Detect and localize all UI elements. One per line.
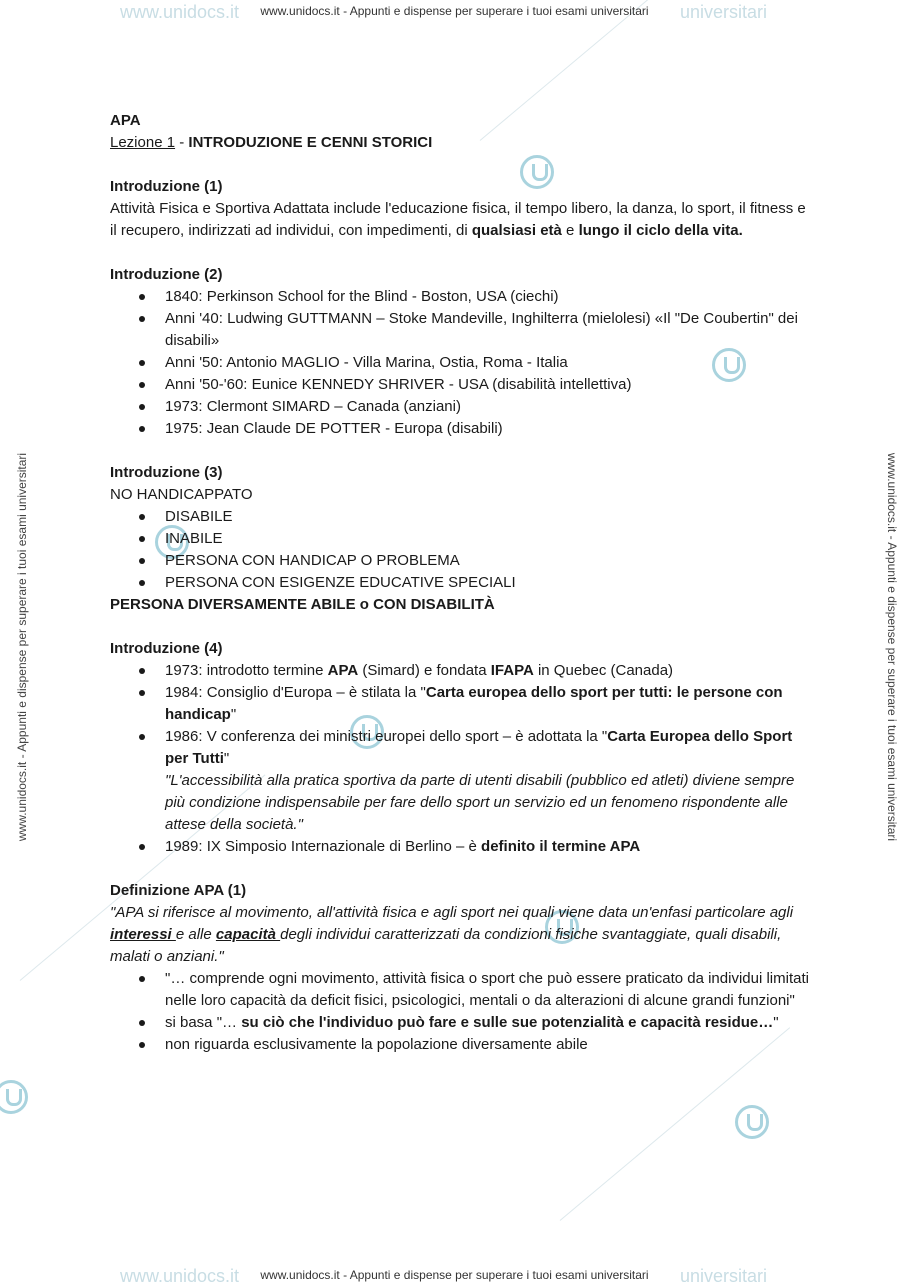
list-item: non riguarda esclusivamente la popolazione diversamente abile (110, 1034, 810, 1056)
list-item (110, 836, 810, 858)
watermark-left: www.unidocs.it - Appunti e dispense per superare i tuoi esami universitari (15, 452, 29, 842)
intro4-list (110, 660, 810, 858)
watermark-ghost-text: www.unidocs.it (120, 1266, 240, 1286)
item-text: 1984: Consiglio d'Europa – è stilata la " (165, 684, 426, 701)
watermark-right: www.unidocs.it - Appunti e dispense per superare i tuoi esami universitari (885, 452, 899, 842)
list-item: 1975: Jean Claude DE POTTER - Europa (disabili) (110, 418, 810, 440)
item-text: 1986: V conferenza dei ministri europei dello sport – è adottata la " (165, 728, 608, 745)
list-item (110, 682, 810, 726)
lesson-heading (110, 132, 810, 154)
list-item: Anni '50-'60: Eunice KENNEDY SHRIVER - USA (disabilità intellettiva) (110, 374, 810, 396)
unidocs-logo-icon (735, 1105, 769, 1139)
item-text: 1989: IX Simposio Internazionale di Berlino – è (165, 838, 482, 855)
item-text: (Simard) e fondata (358, 662, 491, 679)
section-heading-intro3: Introduzione (3) (110, 464, 223, 481)
list-item: PERSONA CON ESIGENZE EDUCATIVE SPECIALI (110, 572, 810, 594)
list-item: DISABILE (110, 506, 810, 528)
def1-quote (110, 902, 810, 968)
section-heading-def1: Definizione APA (1) (110, 882, 247, 899)
quote-emphasis: interessi (110, 926, 176, 943)
list-item (110, 1012, 810, 1034)
list-item (110, 660, 810, 682)
intro2-list (110, 286, 810, 440)
quote-text: e alle (175, 926, 216, 943)
item-bold: IFAPA (490, 662, 534, 679)
def1-list (110, 968, 810, 1056)
watermark-ghost-text: universitari (680, 2, 768, 22)
list-item: Anni '40: Ludwing GUTTMANN – Stoke Mandeville, Inghilterra (mielolesi) «Il "De Coubertin" dei disabili» (110, 308, 810, 352)
document-title: APA (110, 112, 141, 129)
intro1-paragraph (110, 198, 810, 242)
intro1-text: Attività Fisica e Sportiva Adattata include l'educazione fisica, il tempo libero, la danza, lo sport, il fitness e il recupero, indirizzati ad individui, con impedimenti, di (110, 200, 806, 239)
item-text: in Quebec (Canada) (533, 662, 674, 679)
list-item: Anni '50: Antonio MAGLIO - Villa Marina, Ostia, Roma - Italia (110, 352, 810, 374)
watermark-bottom: www.unidocs.it - Appunti e dispense per superare i tuoi esami universitari (260, 1268, 649, 1282)
item-text: " (773, 1014, 779, 1031)
item-quote: "L'accessibilità alla pratica sportiva da parte di utenti disabili (pubblico ed atleti) diviene sempre più condizione indispensabile per fare dello sport un servizio ed un fenomeno rispondente alle attese della società." (165, 772, 795, 833)
quote-text: degli individui caratterizzati da condizioni fisiche svantaggiate, quali disabili, malati o anziani." (110, 926, 782, 965)
intro1-bold: qualsiasi età (471, 222, 562, 239)
section-heading-intro1: Introduzione (1) (110, 178, 223, 195)
lesson-number: Lezione 1 (110, 134, 176, 151)
quote-text: "APA si riferisce al movimento, all'attività fisica e agli sport nei quali viene data un'enfasi particolare agli (110, 904, 794, 921)
list-item: "… comprende ogni movimento, attività fisica o sport che può essere praticato da individui limitati nelle loro capacità da deficit fisici, psicologici, mentali o da alterazioni di alcune grandi funzioni" (110, 968, 810, 1012)
watermark-top: www.unidocs.it - Appunti e dispense per superare i tuoi esami universitari (260, 4, 649, 18)
document-body (110, 110, 810, 1056)
section-heading-intro2: Introduzione (2) (110, 266, 223, 283)
item-bold: su ciò che l'individuo può fare e sulle sue potenzialità e capacità residue… (241, 1014, 774, 1031)
intro1-bold: lungo il ciclo della vita. (578, 222, 743, 239)
item-bold: definito il termine APA (481, 838, 641, 855)
list-item: PERSONA CON HANDICAP O PROBLEMA (110, 550, 810, 572)
list-item: 1840: Perkinson School for the Blind - Boston, USA (ciechi) (110, 286, 810, 308)
intro1-text: e (561, 222, 579, 239)
item-text: si basa "… (165, 1014, 242, 1031)
section-heading-intro4: Introduzione (4) (110, 640, 223, 657)
unidocs-logo-icon (0, 1080, 28, 1114)
intro3-lead: NO HANDICAPPATO (110, 486, 253, 503)
watermark-ghost-text: universitari (680, 1266, 768, 1286)
item-bold: Carta europea dello sport per tutti: le persone con handicap (165, 684, 783, 723)
item-bold: Carta Europea dello Sport per Tutti (165, 728, 793, 767)
intro3-conclusion: PERSONA DIVERSAMENTE ABILE o CON DISABILITÀ (110, 596, 495, 613)
list-item: INABILE (110, 528, 810, 550)
quote-emphasis: capacità (215, 926, 281, 943)
list-item: 1973: Clermont SIMARD – Canada (anziani) (110, 396, 810, 418)
intro3-list (110, 506, 810, 594)
item-text: " (223, 750, 230, 767)
list-item (110, 726, 810, 836)
item-text: " (230, 706, 237, 723)
item-bold: APA (327, 662, 359, 679)
watermark-ghost-text: www.unidocs.it (120, 2, 240, 22)
lesson-title: INTRODUZIONE E CENNI STORICI (188, 134, 433, 151)
item-text: 1973: introdotto termine (165, 662, 328, 679)
lesson-separator: - (175, 134, 189, 151)
